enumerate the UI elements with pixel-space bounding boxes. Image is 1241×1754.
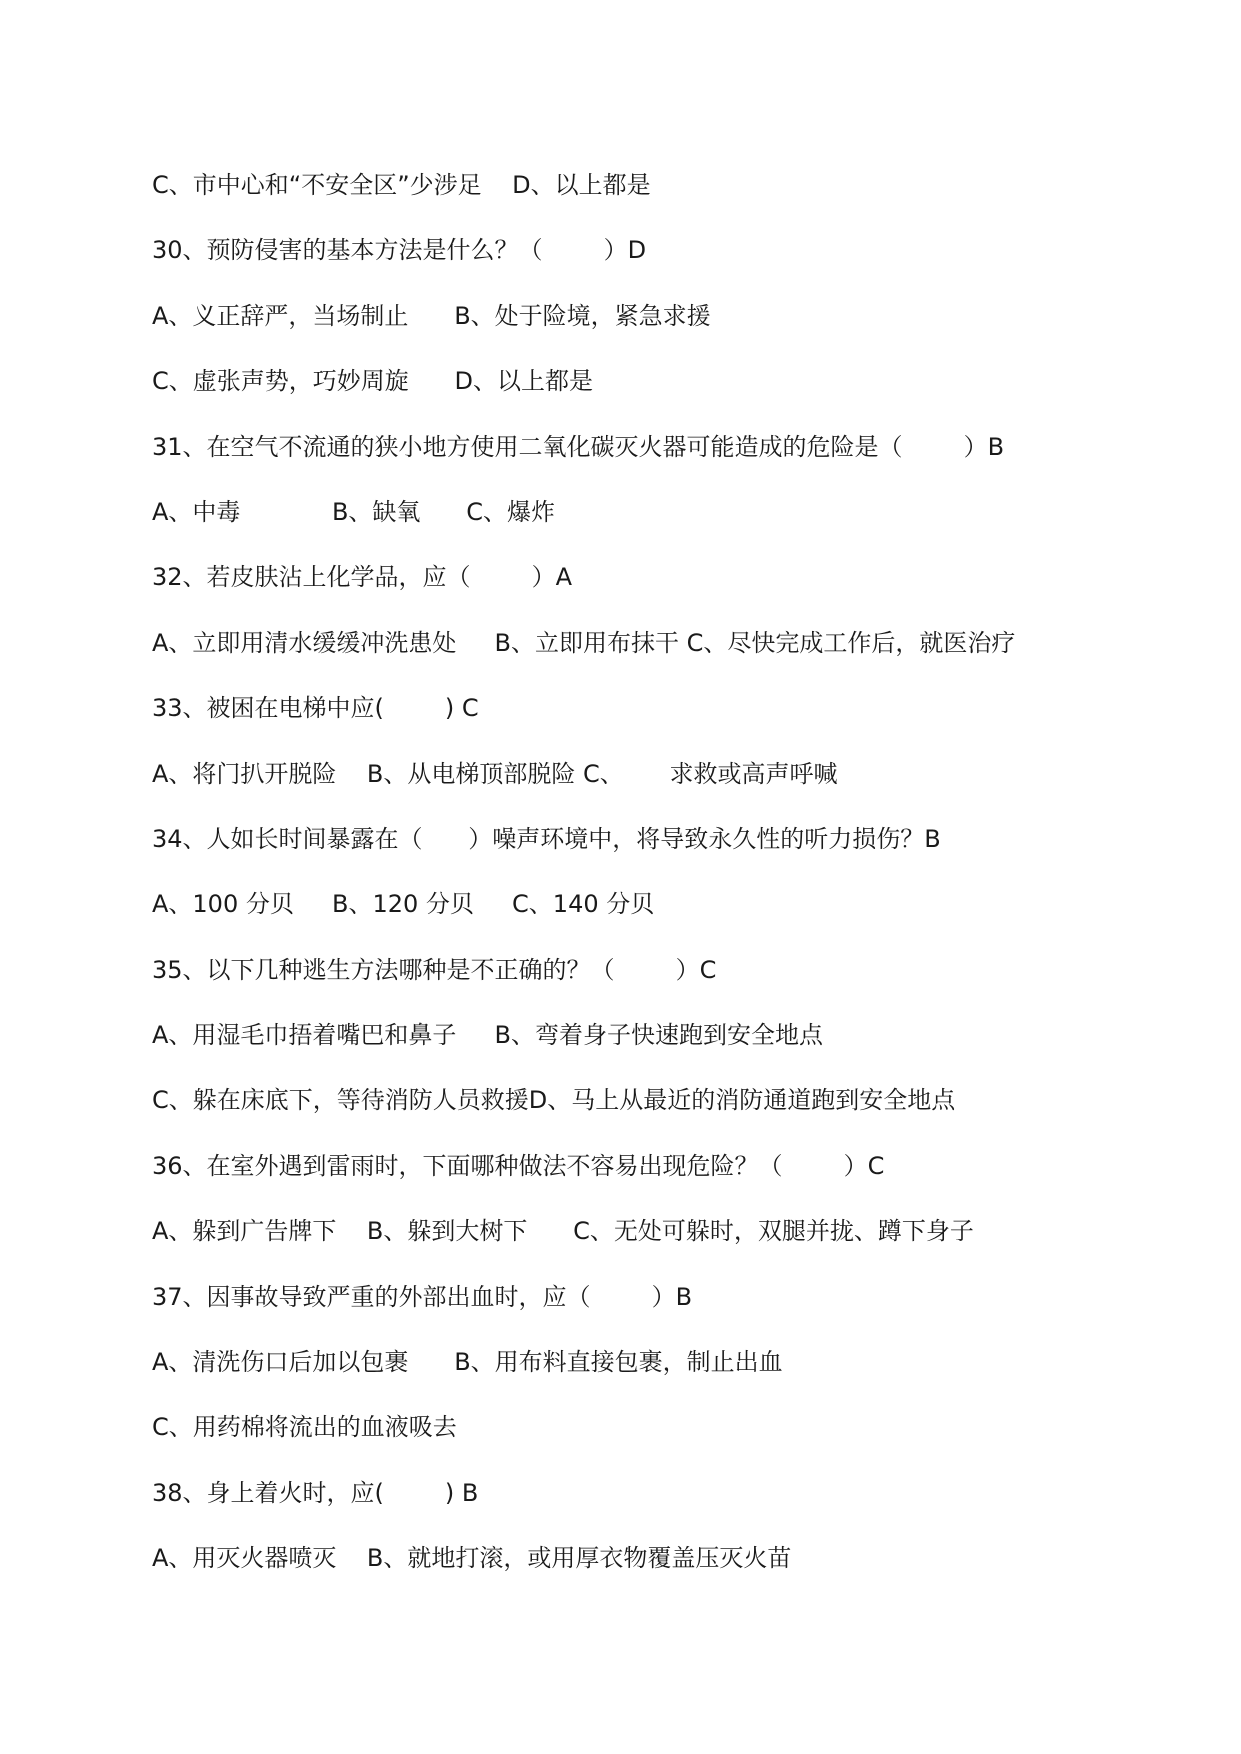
option-line-30-cd: C、虚张声势，巧妙周旋 D、以上都是	[152, 367, 594, 396]
question-34: 34、人如长时间暴露在（ ）噪声环境中，将导致永久性的听力损伤？B	[152, 824, 941, 853]
option-line-38: A、用灭火器喷灭 B、就地打滚，或用厚衣物覆盖压灭火苗	[152, 1544, 792, 1573]
option-line-35-ab: A、用湿毛巾捂着嘴巴和鼻子 B、弯着身子快速跑到安全地点	[152, 1021, 824, 1050]
option-line-37-ab: A、清洗伤口后加以包裹 B、用布料直接包裹，制止出血	[152, 1348, 783, 1377]
option-line-37-c: C、用药棉将流出的血液吸去	[152, 1413, 457, 1442]
option-line-33: A、将门扒开脱险 B、从电梯顶部脱险 C、 求救或高声呼喊	[152, 759, 838, 788]
question-35: 35、以下几种逃生方法哪种是不正确的？（ ）C	[152, 955, 717, 984]
question-31: 31、在空气不流通的狭小地方使用二氧化碳灭火器可能造成的危险是（ ）B	[152, 432, 1005, 461]
document-page	[152, 153, 1192, 1592]
question-37: 37、因事故导致严重的外部出血时，应（ ）B	[152, 1282, 693, 1311]
option-line-29-cd: C、市中心和“不安全区”少涉足 D、以上都是	[152, 171, 651, 199]
option-line-30-ab: A、义正辞严，当场制止 B、处于险境，紧急求援	[152, 301, 711, 330]
question-36: 36、在室外遇到雷雨时，下面哪种做法不容易出现危险？（ ）C	[152, 1151, 885, 1180]
option-line-36: A、躲到广告牌下 B、躲到大树下 C、无处可躲时，双腿并拢、蹲下身子	[152, 1217, 974, 1246]
option-line-34: A、100 分贝 B、120 分贝 C、140 分贝	[152, 890, 655, 919]
question-32: 32、若皮肤沾上化学品，应（ ）A	[152, 563, 572, 592]
question-33: 33、被困在电梯中应( ) C	[152, 694, 479, 723]
option-line-31: A、中毒 B、缺氧 C、爆炸	[152, 497, 555, 526]
option-line-35-cd: C、躲在床底下，等待消防人员救援D、马上从最近的消防通道跑到安全地点	[152, 1086, 956, 1115]
option-line-32: A、立即用清水缓缓冲洗患处 B、立即用布抹干 C、尽快完成工作后，就医治疗	[152, 628, 1016, 657]
question-30: 30、预防侵害的基本方法是什么？（ ）D	[152, 236, 647, 265]
question-38: 38、身上着火时，应( ) B	[152, 1478, 479, 1507]
